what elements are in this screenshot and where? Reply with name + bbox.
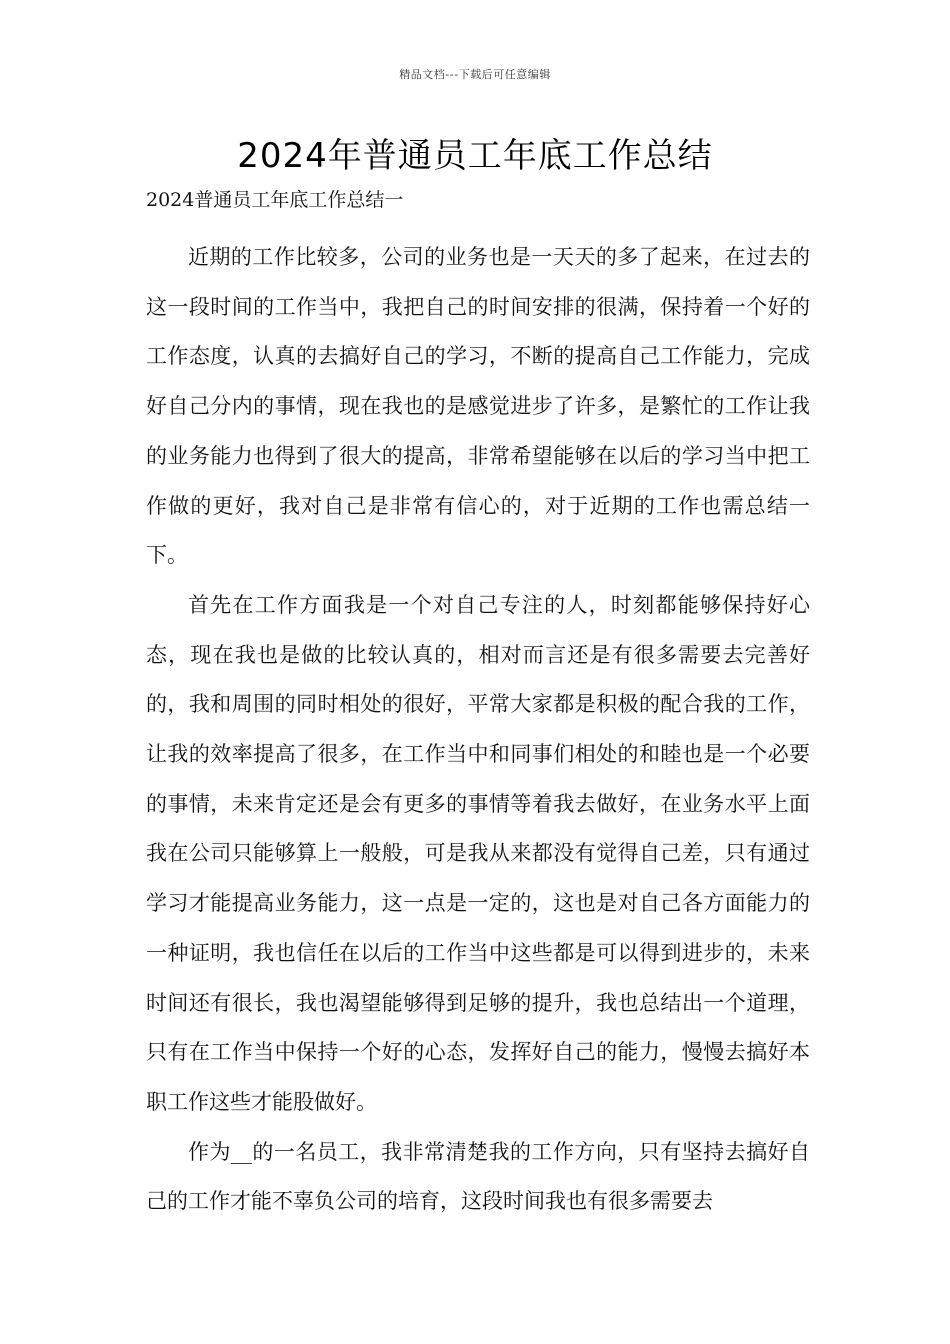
paragraph-2: 首先在工作方面我是一个对自己专注的人，时刻都能够保持好心态，现在我也是做的比较认真的，相对而言还是有很多需要去完善好的，我和周围的同时相处的很好，平常大家都是积极的配合我的工作，让我的效率提高了很多，在工作当中和同事们相处的和睦也是一个必要的事情，未来肯定还是会有更多的事情等着我去做好，在业务水平上面我在公司只能够算上一般般，可是我从来都没有觉得自己差，只有通过学习才能提高业务能力，这一点是一定的，这也是对自己各方面能力的一种证明，我也信任在以后的工作当中这些都是可以得到进步的，未来时间还有很长，我也渴望能够得到足够的提升，我也总结出一个道理，只有在工作当中保持一个好的心态，发挥好自己的能力，慢慢去搞好本职工作这些才能股做好。 — [146, 592, 810, 1114]
document-body — [146, 233, 810, 1227]
paragraph-1: 近期的工作比较多，公司的业务也是一天天的多了起来，在过去的这一段时间的工作当中，我把自己的时间安排的很满，保持着一个好的工作态度，认真的去搞好自己的学习，不断的提高自己工作能力，完成好自己分内的事情，现在我也的是感觉进步了许多，是繁忙的工作让我的业务能力也得到了很大的提高，非常希望能够在以后的学习当中把工作做的更好，我对自己是非常有信心的，对于近期的工作也需总结一下。 — [146, 245, 810, 568]
header-note: 精品文档---下载后可任意编辑 — [399, 68, 551, 81]
document-subtitle: 2024普通员工年底工作总结一 — [146, 189, 404, 211]
document-title: 2024年普通员工年底工作总结 — [237, 136, 713, 176]
paragraph-3: 作为__的一名员工，我非常清楚我的工作方向，只有坚持去搞好自己的工作才能不辜负公司的培育，这段时间我也有很多需要去 — [146, 1139, 810, 1214]
